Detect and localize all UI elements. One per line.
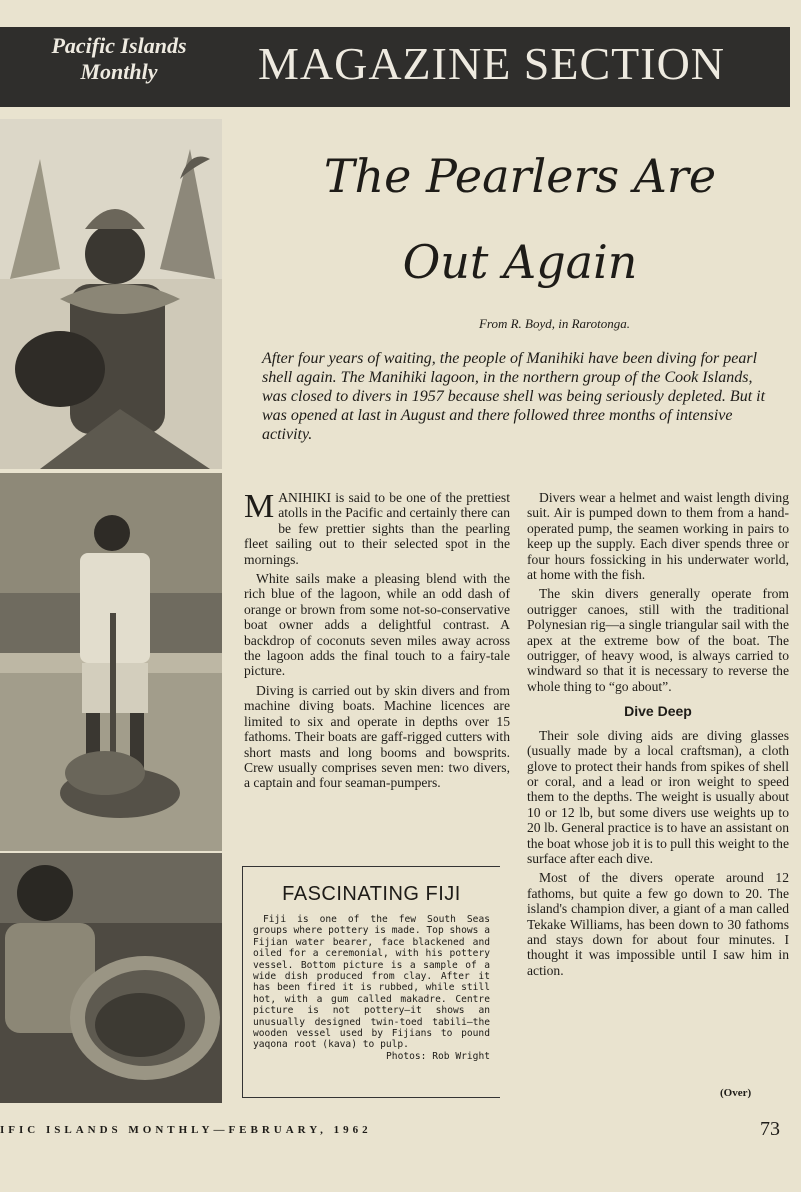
byline: From R. Boyd, in Rarotonga. xyxy=(478,316,630,331)
photo-clay-dish xyxy=(0,853,222,1103)
photo-credit: Photos: Rob Wright xyxy=(386,1050,490,1062)
publication-line2: Monthly xyxy=(80,59,158,84)
masthead xyxy=(0,27,790,107)
subheading: Dive Deep xyxy=(624,703,692,720)
sidebar-text: Fiji is one of the few South Seas groups where pottery is made. Top shows a Fijian water bearer, face blackened and oiled for a ceremonial, with his pottery vessel. Bottom picture is a sample of a wide dish produced from clay. After it has been fired it is rubbed, while still hot, with a gum called makadre. Centre picture is not pottery—it shows an unusually designed twin-toed tabili—the wooden vessel used by Fijians to pound yaqona root (kava) to pulp. xyxy=(253,914,490,1051)
lead-in: ANIHIKI xyxy=(278,490,332,505)
photo-tabili xyxy=(0,473,222,851)
sidebar-box xyxy=(242,866,500,1098)
paragraph: Their sole diving aids are diving glasses (usually made by a local craftsman), a cloth glove to protect their hands from spikes of shell or coral, and a lead or iron weight to speed them to the depths. The weight is usually about 10 or 12 lb, but some divers use weights up to 20 lb. General practice is to have an assistant on the boat whose job it is to pull this weight to the surface after each dive. xyxy=(527,727,789,866)
article-title-line2: Out Again xyxy=(402,235,638,289)
paragraph: The skin divers generally operate from outrigger canoes, still with the traditional Polynesian rig—a single triangular sail with the apex at the extreme bow of the boat. The outrigger, of heavy wood, is always carried to windward so that it is necessary to reverse the whole thing to “go about”. xyxy=(527,586,789,694)
article-column-1 xyxy=(244,490,510,795)
paragraph-text: is said to be one of the prettiest atolls in the Pacific and certainly there can be few prettier sights than the pearling fleet sailing out to their selected spot in the mornings. xyxy=(244,490,510,567)
photo-water-bearer xyxy=(0,119,222,469)
article-title-line1: The Pearlers Are xyxy=(323,149,717,203)
page-number: 73 xyxy=(760,1118,780,1140)
publication-line1: Pacific Islands xyxy=(51,33,187,58)
paragraph: White sails make a pleasing blend with the rich blue of the lagoon, while an odd dash of orange or brown from some not-so-conservative boat owner adds a delightful contrast. A backdrop of coconuts seven miles away across the lagoon adds the final touch to a fairy-tale picture. xyxy=(244,571,510,679)
running-head: IFIC ISLANDS MONTHLY—FEBRUARY, 1962 xyxy=(0,1124,372,1136)
drop-cap: M xyxy=(244,488,275,525)
article-column-2 xyxy=(527,490,789,982)
paragraph: Divers wear a helmet and waist length diving suit. Air is pumped down to them from a hand-operated pump, the seamen working in pairs to keep up the supply. Each diver spends three or four hours fossicking in his underwater world, at home with the fish. xyxy=(527,490,789,583)
continued-marker: (Over) xyxy=(720,1087,752,1099)
intro-paragraph: After four years of waiting, the people of Manihiki have been diving for pearl shell again. The Manihiki lagoon, in the northern group of the Cook Islands, was closed to divers in 1957 because shell was being seriously depleted. But it was opened at last in August and there followed three months of intensive activity. xyxy=(262,350,766,443)
section-title: MAGAZINE SECTION xyxy=(258,38,726,89)
paragraph xyxy=(244,490,510,567)
sidebar-title: FASCINATING FIJI xyxy=(282,883,461,905)
paragraph: Most of the divers operate around 12 fathoms, but quite a few go down to 20. The island's champion diver, a giant of a man called Tekake Williams, has been down to 30 fathoms and stays down for about four minutes. I thought it was impossible until I saw him in action. xyxy=(527,870,789,978)
paragraph: Diving is carried out by skin divers and from machine diving boats. Machine licences are limited to six and operate in depths over 15 fathoms. Their boats are gaff-rigged cutters with short masts and long booms and bowsprits. Crew usually comprises seven men: two divers, a captain and four seaman-pumpers. xyxy=(244,682,510,791)
publication-name xyxy=(14,33,224,85)
